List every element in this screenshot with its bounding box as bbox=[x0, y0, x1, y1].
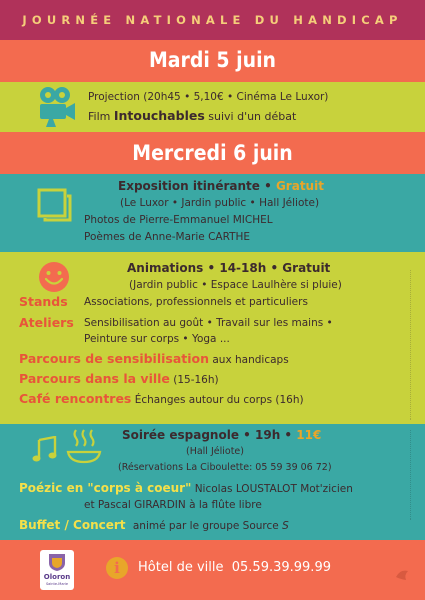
city-logo bbox=[40, 550, 74, 590]
film-title: Intouchables bbox=[113, 108, 205, 123]
section-exposition bbox=[0, 174, 425, 252]
soiree-reservations: (Réservations La Ciboulette: 05 59 39 06 72) bbox=[118, 462, 332, 473]
buffet-label: Buffet / Concert bbox=[19, 518, 126, 532]
smiley-icon bbox=[37, 260, 71, 294]
film-camera-icon bbox=[36, 86, 76, 128]
footer bbox=[0, 540, 425, 600]
contact-line: Hôtel de ville 05.59.39.99.99 bbox=[138, 560, 331, 575]
buffet-line bbox=[19, 518, 289, 532]
section-projection bbox=[0, 82, 425, 132]
poezic-line bbox=[19, 481, 353, 495]
section-soiree bbox=[0, 424, 425, 540]
parcours-sensibilisation-text: aux handicaps bbox=[209, 354, 289, 366]
side-credit-1 bbox=[410, 270, 417, 420]
parcours-sensibilisation-label: Parcours de sensibilisation bbox=[19, 351, 210, 366]
poezic-label: Poézic en "corps à coeur" bbox=[19, 481, 192, 495]
cafe-rencontres-text: Échanges autour du corps (16h) bbox=[131, 394, 304, 406]
bird-logo-icon bbox=[394, 567, 410, 583]
soiree-price: 11€ bbox=[296, 428, 322, 442]
poezic-text-2: et Pascal GIRARDIN à la flûte libre bbox=[84, 499, 262, 511]
city-crest-icon bbox=[47, 552, 67, 572]
expo-title bbox=[118, 179, 324, 193]
buffet-text: animé par le groupe Source bbox=[132, 520, 283, 532]
parcours-ville-text: (15-16h) bbox=[169, 374, 219, 386]
soiree-location: (Hall Jéliote) bbox=[186, 446, 244, 457]
ateliers-text-1: Sensibilisation au goût • Travail sur les mains • bbox=[84, 317, 333, 329]
poster-header: JOURNÉE NATIONALE DU HANDICAP bbox=[0, 0, 425, 40]
day-heading-tuesday: Mardi 5 juin bbox=[0, 40, 425, 82]
film-line bbox=[88, 108, 296, 123]
parcours-ville bbox=[19, 371, 219, 386]
side-credit-2 bbox=[410, 430, 417, 520]
parcours-sensibilisation bbox=[19, 351, 289, 366]
poezic-text-1: Nicolas LOUSTALOT Mot'zicien bbox=[191, 483, 353, 495]
parcours-ville-label: Parcours dans la ville bbox=[19, 371, 170, 386]
stands-text: Associations, professionnels et particuliers bbox=[84, 296, 308, 308]
expo-photos: Photos de Pierre-Emmanuel MICHEL bbox=[84, 214, 273, 226]
animations-price: Gratuit bbox=[282, 261, 331, 275]
soiree-title bbox=[122, 428, 321, 442]
soiree-title-text: Soirée espagnole • 19h • bbox=[122, 428, 297, 442]
photo-frame-icon bbox=[37, 188, 73, 222]
animations-title-text: Animations • 14-18h • bbox=[127, 261, 283, 275]
film-prefix: Film bbox=[88, 110, 114, 123]
projection-line: Projection (20h45 • 5,10€ • Cinéma Le Luxor) bbox=[88, 91, 329, 103]
animations-title bbox=[127, 261, 330, 275]
expo-title-text: Exposition itinérante • bbox=[118, 179, 276, 193]
ateliers-text-2: Peinture sur corps • Yoga ... bbox=[84, 333, 230, 345]
buffet-s: S bbox=[282, 520, 289, 532]
expo-price: Gratuit bbox=[275, 179, 324, 193]
ateliers-label: Ateliers bbox=[19, 315, 74, 330]
music-notes-icon bbox=[32, 436, 60, 464]
section-animations bbox=[0, 252, 425, 424]
film-suffix: suivi d'un débat bbox=[204, 110, 297, 123]
cafe-rencontres-label: Café rencontres bbox=[19, 391, 132, 406]
day-heading-wednesday: Mercredi 6 juin bbox=[0, 132, 425, 174]
expo-poemes: Poèmes de Anne-Marie CARTHE bbox=[84, 231, 251, 243]
animations-location: (Jardin public • Espace Laulhère si pluie) bbox=[129, 279, 342, 291]
city-logo-name: Oloron bbox=[43, 573, 71, 581]
expo-location: (Le Luxor • Jardin public • Hall Jéliote) bbox=[120, 197, 320, 209]
hot-dish-icon bbox=[66, 428, 102, 466]
cafe-rencontres bbox=[19, 391, 304, 406]
info-icon: i bbox=[106, 557, 128, 579]
city-logo-sub: Sainte-Marie bbox=[45, 582, 69, 586]
stands-label: Stands bbox=[19, 294, 68, 309]
